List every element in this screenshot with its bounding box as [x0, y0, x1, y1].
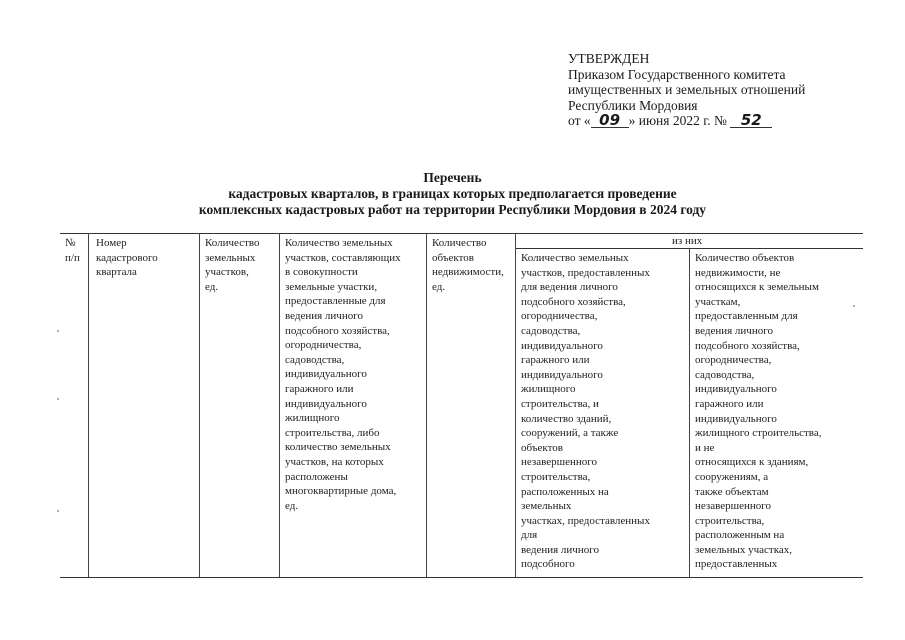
- col-divider-4: [426, 233, 427, 577]
- header-objects: Количество объектов недвижимости, ед.: [432, 237, 504, 293]
- scan-speck: [57, 510, 59, 512]
- approval-stamp: [568, 51, 868, 129]
- approval-line-1: Приказом Государственного комитета: [568, 66, 786, 82]
- document-title: [0, 170, 905, 218]
- header-num: № п/п: [65, 237, 80, 264]
- header-quarter: Номер кадастрового квартала: [96, 237, 158, 279]
- title-line-3: комплексных кадастровых работ на территории Республики Мордовия в 2024 году: [198, 202, 707, 217]
- header-land-count: Количество земельных участков, ед.: [205, 237, 260, 293]
- approval-heading: УТВЕРЖДЕН: [568, 51, 650, 66]
- table-bottom-border: [60, 577, 863, 578]
- date-middle: » июня 2022 г. №: [628, 113, 727, 128]
- header-land-total: Количество земельных участков, составляющих в совокупности земельные участки, предоставленные для ведения личного подсобного хозяйства, огородничества, садоводства, индивидуального гаражного или индивидуального жилищного строительства, либо количество земельных участков, на которых расположены многоквартирные дома, ед.: [285, 237, 401, 512]
- approval-date-line: [568, 113, 868, 129]
- title-line-2: кадастровых кварталов, в границах которых предполагается проведение: [228, 186, 677, 201]
- scan-speck: [57, 398, 59, 400]
- handwritten-day: 09: [591, 114, 629, 128]
- col-divider-5: [515, 233, 516, 577]
- approval-line-2: имущественных и земельных отношений: [568, 82, 806, 97]
- scan-speck: [853, 305, 855, 307]
- scan-speck: [57, 330, 59, 332]
- title-line-1: Перечень: [423, 170, 482, 185]
- date-prefix: от «: [568, 113, 591, 128]
- col-divider-1: [88, 233, 89, 577]
- col-divider-2: [199, 233, 200, 577]
- subheader-land-and-buildings: Количество земельных участков, предоставленных для ведения личного подсобного хозяйства, огородничества, садоводства, индивидуального гаражного или индивидуального жилищного строительства, и количество зданий, сооружений, а также объектов незавершенного строительства, расположенных на земельных участках, предоставленных для ведения личного подсобного: [521, 252, 650, 571]
- col-divider-3: [279, 233, 280, 577]
- col-divider-6: [689, 248, 690, 577]
- table-top-border: [60, 233, 863, 234]
- header-group: из них: [672, 235, 703, 247]
- subheader-other-objects: Количество объектов недвижимости, не относящихся к земельным участкам, предоставленным для ведения личного подсобного хозяйства, огородничества, садоводства, индивидуального гаражного или индивидуального жилищного строительства, и не относящихся к зданиям, сооружениям, а также объектам незавершенного строительства, расположенным на земельных участках, предоставленных: [695, 252, 822, 571]
- approval-line-3: Республики Мордовия: [568, 97, 698, 113]
- handwritten-number: 52: [730, 114, 772, 128]
